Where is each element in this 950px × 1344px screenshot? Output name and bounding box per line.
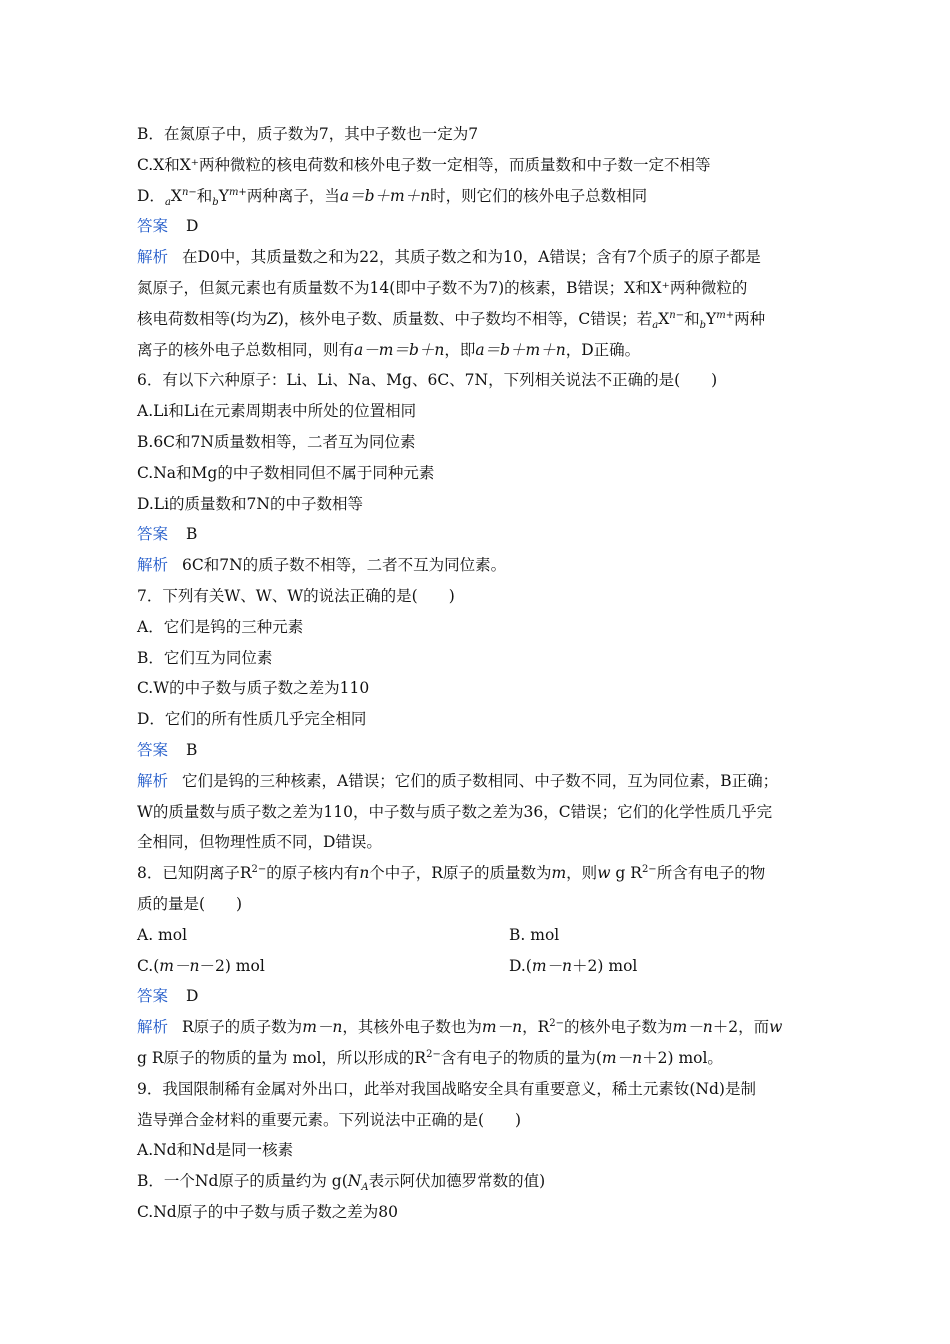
q9-option-c: C.Nd原子的中子数与质子数之差为80	[137, 1202, 398, 1221]
q7-analysis-line-3: 全相同，但物理性质不同，D错误。	[137, 833, 382, 852]
q7-analysis-line-1: 解析 它们是钨的三种核素，A错误；它们的质子数相同、中子数不同，互为同位素，B正确；	[137, 771, 779, 790]
q5-analysis-line-4: 离子的核外电子总数相同，则有a－m＝b＋n，即a＝b＋m＋n，D正确。	[137, 340, 641, 359]
q9-option-a: A.Nd和Nd是同一核素	[137, 1141, 294, 1160]
q9-stem-line-1: 9．我国限制稀有金属对外出口，此举对我国战略安全具有重要意义，稀土元素钕(Nd)是制	[137, 1079, 756, 1098]
q6-option-a: A.Li和Li在元素周期表中所处的位置相同	[137, 402, 417, 421]
q7-answer: 答案 B	[137, 740, 198, 759]
q8-stem-line-1: 8．已知阴离子$R^{2-}$的原子核内有n个中子，R原子的质量数为m，则w g $R^{2-}$所含有电子的物	[137, 863, 766, 883]
q8-stem-line-2: 质的量是( )	[137, 894, 243, 913]
analysis-label: 解析	[137, 771, 169, 790]
q5-analysis-line-3: 核电荷数相等(均为Z)，核外电子数、质量数、中子数均不相等，C错误；若$_aX^{n-}$和$_bY^{m+}$两种	[137, 309, 766, 331]
q5-analysis-line-2: 氮原子，但氮元素也有质量数不为14(即中子数不为7)的核素，B错误；X和X⁺两种微粒的	[137, 278, 748, 297]
q7-option-d: D．它们的所有性质几乎完全相同	[137, 710, 367, 729]
q5-option-d: D．$_aX^{n-}$和$_bY^{m+}$两种离子，当a＝b＋m＋n时，则它们的核外电子总数相同	[137, 186, 648, 208]
document-page	[137, 119, 817, 1228]
q6-option-c: C.Na和Mg的中子数相同但不属于同种元素	[137, 463, 435, 482]
q6-option-d: D.Li的质量数和7N的中子数相等	[137, 494, 363, 513]
answer-label: 答案	[137, 740, 169, 759]
q9-stem-line-2: 造导弹合金材料的重要元素。下列说法中正确的是( )	[137, 1110, 522, 1129]
q5-answer: 答案 D	[137, 217, 199, 236]
q6-stem: 6．有以下六种原子：Li、Li、Na、Mg、6C、7N，下列相关说法不正确的是( )	[137, 371, 718, 390]
q7-option-b: B．它们互为同位素	[137, 648, 273, 667]
q7-stem: 7．下列有关W、W、W的说法正确的是( )	[137, 586, 455, 605]
q8-option-d: D.(m－n＋2) mol	[509, 956, 638, 975]
q6-option-b: B.6C和7N质量数相等，二者互为同位素	[137, 432, 416, 451]
q9-option-b: B．一个Nd原子的质量约为 $g(N_A$表示阿伏加德罗常数的值)	[137, 1172, 546, 1194]
q8-analysis-line-2: g R原子的物质的量为 mol，所以形成的$R^{2-}$含有电子的物质的量为(m－n＋2) mol。	[137, 1048, 723, 1067]
q7-option-c: C.W的中子数与质子数之差为110	[137, 679, 370, 698]
q8-options-row-2	[137, 951, 817, 982]
q8-analysis-line-1: 解析 R原子的质子数为m－n，其核外电子数也为m－n，$R^{2-}$的核外电子数为m－n＋2，而w	[137, 1017, 783, 1037]
q5-option-b: B．在氮原子中，质子数为7，其中子数也一定为7	[137, 125, 479, 143]
q6-answer: 答案 B	[137, 525, 198, 544]
analysis-label: 解析	[137, 248, 169, 267]
answer-label: 答案	[137, 217, 169, 236]
q8-option-c: C.(m－n－2) mol	[137, 956, 265, 975]
answer-label: 答案	[137, 525, 169, 544]
q6-analysis: 解析 6C和7N的质子数不相等，二者不互为同位素。	[137, 556, 507, 575]
analysis-label: 解析	[137, 1018, 169, 1037]
q7-option-a: A．它们是钨的三种元素	[137, 617, 304, 636]
answer-label: 答案	[137, 987, 169, 1006]
q8-answer: 答案 D	[137, 987, 199, 1006]
q8-option-a: A. mol	[137, 925, 188, 944]
q5-option-c: C.X和X⁺两种微粒的核电荷数和核外电子数一定相等，而质量数和中子数一定不相等	[137, 155, 711, 174]
q5-analysis-line-1: 解析 在D0中，其质量数之和为22，其质子数之和为10，A错误；含有7个质子的原子都是	[137, 248, 761, 267]
q8-option-b: B. mol	[509, 925, 560, 944]
q8-options-row-1	[137, 920, 817, 951]
analysis-label: 解析	[137, 556, 169, 575]
q7-analysis-line-2: W的质量数与质子数之差为110，中子数与质子数之差为36，C错误；它们的化学性质几乎完	[137, 802, 773, 821]
